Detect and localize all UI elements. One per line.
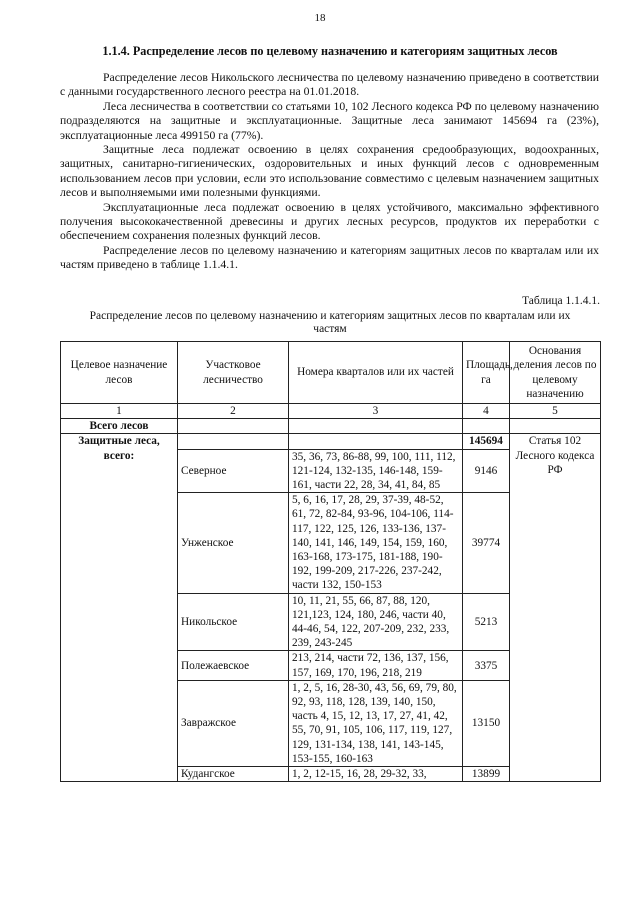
column-number: 5 [510, 404, 601, 419]
protective-basis: Статья 102 Лесного кодекса РФ [510, 434, 601, 782]
forest-distribution-table [60, 341, 601, 782]
paragraph: Защитные леса подлежат освоению в целях сохранения средообразующих, водоохранных, защитных, санитарно-гигиенических, оздоровительных и иных функций лесов с одновременным использованием лесов при условии, если это использование совместимо с целевым назначением защитных лесов и выполняемыми ими полезными функциями. [60, 143, 599, 200]
area-cell: 13899 [463, 767, 510, 782]
column-header: Участковое лесничество [178, 342, 289, 404]
district-cell: Северное [178, 449, 289, 493]
quarters-cell: 1, 2, 5, 16, 28-30, 43, 56, 69, 79, 80, 92, 93, 118, 128, 139, 140, 150, часть 4, 15, 12, 13, 17, 27, 41, 42, 55, 70, 91, 105, 106, 117, 119, 127, 129, 131-134, 138, 141, 143-145, 153-155, 160-163 [289, 680, 463, 766]
protective-total: 145694 [463, 434, 510, 449]
column-header: Площадь, га [463, 342, 510, 404]
table-row [61, 419, 601, 434]
quarters-cell: 10, 11, 21, 55, 66, 87, 88, 120, 121,123, 124, 180, 246, части 40, 44-46, 54, 122, 207-209, 232, 233, 239, 243-245 [289, 593, 463, 651]
paragraph: Эксплуатационные леса подлежат освоению в целях устойчивого, максимально эффективного получения высококачественной древесины и других лесных ресурсов, продуктов их переработки с обеспечением сохранения полезных функций лесов. [60, 200, 599, 243]
column-number: 4 [463, 404, 510, 419]
column-header: Номера кварталов или их частей [289, 342, 463, 404]
column-number: 2 [178, 404, 289, 419]
area-cell: 3375 [463, 651, 510, 680]
district-cell: Полежаевское [178, 651, 289, 680]
column-header: Целевое назначение лесов [61, 342, 178, 404]
district-cell: Завражское [178, 680, 289, 766]
table-label: Таблица 1.1.4.1. [522, 295, 600, 307]
total-label: Всего лесов [61, 419, 178, 434]
paragraph: Распределение лесов по целевому назначению и категориям защитных лесов по кварталам или их частям приведено в таблице 1.1.4.1. [60, 243, 599, 272]
page-number: 18 [314, 12, 326, 24]
body-text [60, 71, 599, 273]
column-number: 1 [61, 404, 178, 419]
paragraph: Леса лесничества в соответствии со статьями 10, 102 Лесного кодекса РФ по целевому назначению подразделяются на защитные и эксплуатационные. Защитные леса занимают 145694 га (23%), эксплуатационные леса 499150 га (77%). [60, 99, 599, 142]
area-cell: 9146 [463, 449, 510, 493]
section-heading: 1.1.4. Распределение лесов по целевому назначению и категориям защитных лесов [102, 44, 558, 58]
protective-label: Защитные леса, всего: [61, 434, 178, 782]
quarters-cell: 213, 214, части 72, 136, 137, 156, 157, 169, 170, 196, 218, 219 [289, 651, 463, 680]
table-row [61, 434, 601, 449]
table-title: Распределение лесов по целевому назначению и категориям защитных лесов по кварталам или их частям [89, 310, 571, 335]
column-header: Основания деления лесов по целевому назначению [510, 342, 601, 404]
paragraph: Распределение лесов Никольского лесничества по целевому назначению приведено в соответствии с данными государственного лесного реестра на 01.01.2018. [60, 71, 599, 99]
column-number: 3 [289, 404, 463, 419]
quarters-cell: 35, 36, 73, 86-88, 99, 100, 111, 112, 121-124, 132-135, 146-148, 159-161, части 22, 28, 34, 41, 84, 85 [289, 449, 463, 493]
district-cell: Кудангское [178, 767, 289, 782]
area-cell: 13150 [463, 680, 510, 766]
district-cell: Никольское [178, 593, 289, 651]
area-cell: 39774 [463, 493, 510, 593]
district-cell: Унженское [178, 493, 289, 593]
quarters-cell: 5, 6, 16, 17, 28, 29, 37-39, 48-52, 61, 72, 82-84, 93-96, 104-106, 114-117, 122, 125, 126, 133-136, 137-140, 141, 146, 149, 154, 159, 160, 163-168, 173-175, 181-188, 190-192, 199-209, 217-226, 237-242, части 132, 150-153 [289, 493, 463, 593]
quarters-cell: 1, 2, 12-15, 16, 28, 29-32, 33, [289, 767, 463, 782]
area-cell: 5213 [463, 593, 510, 651]
